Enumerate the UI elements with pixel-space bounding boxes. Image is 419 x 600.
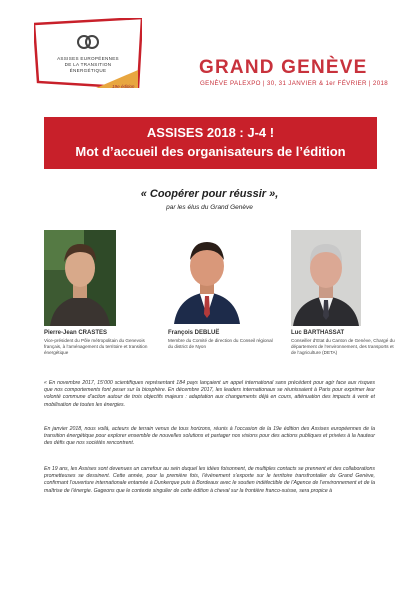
logo-edition: 19e édition [112,84,135,89]
banner-line2: Mot d’accueil des organisateurs de l’édition [75,144,346,159]
body-paragraph-2: En janvier 2018, nous voilà, acteurs de terrain venus de tous horizons, réunis à l’occasion de la 19e édition des Assises européennes de la transition énergétique pour explorer ensemble de nouvelles solutions et partager nos visions pour des actions publiques et privées à la hauteur des défis que nos sociétés rencontrent. [44,426,375,447]
portrait-barthassat [291,230,361,326]
logo-text-line2: DE LA TRANSITION [64,62,112,67]
logo-rings-icon [76,34,100,50]
person-role-2: Membre du Comité de direction du Conseil régional du district de Nyon [168,338,273,350]
portrait-photo-3 [291,230,361,326]
body-paragraph-1: « En novembre 2017, 15’000 scientifiques représentant 184 pays lançaient un appel international sans précédent pour agir face aux risques que nos comportements font peser sur la biosphère. En décembre 2017, les leaders internationaux se réunissaient à Paris pour exprimer leur volonté commune d’action autour de trois objectifs majeurs : adaptation aux changements déjà en cours, atténuation des impacts à venir et mobilisation de toutes les énergies. [44,380,375,408]
portrait-crastes [44,230,116,326]
person-role-3: Conseiller d’Etat du Canton de Genève, Chargé du département de l’environnement, des transports et de l’agriculture (DETA) [291,338,395,356]
portrait-photo-1 [44,230,116,326]
logo-text-line1: ASSISES EUROPÉENNES [57,56,119,61]
brand-subtitle: GENÈVE PALEXPO | 30, 31 JANVIER & 1er FÉVRIER | 2018 [200,80,389,87]
portrait-deblue [172,230,242,324]
portrait-photo-2 [172,230,242,324]
person-name-2: François DEBLUË [168,330,220,336]
quote-heading: « Coopérer pour réussir », [140,188,279,200]
quote-attribution: par les élus du Grand Genève [166,204,253,211]
headline-banner [44,117,377,169]
person-role-1: Vice-président du Pôle métropolitain du Genevois français, à l’aménagement du territoire et transition énergétique [44,338,148,356]
logo-text-line3: ÉNERGÉTIQUE [69,68,107,73]
logo-frame-graphic [34,18,142,88]
person-name-3: Luc BARTHASSAT [291,330,345,336]
body-paragraph-3: En 19 ans, les Assises sont devenues un carrefour au sein duquel les idées foisonnent, de multiples contacts se prennent et des collaborations prometteuses se dessinent. Cette année, pour la première fois, l’événement s’exporte sur le territoire transfrontalier du Grand Genève, confirmant l’ouverture internationale entamée à Dunkerque puis à Bordeaux avec le soutien indéfectible de l’Agence de l’environnement et de la maîtrise de l’énergie. Gageons que le contexte singulier de cette édition à cheval sur la frontière franco-suisse, sera propice à [44,466,375,494]
banner-line1: ASSISES 2018 : J-4 ! [146,125,275,140]
assises-logo [34,18,142,88]
person-name-1: Pierre-Jean CRASTES [44,330,108,336]
brand-title: GRAND GENÈVE [199,57,368,78]
